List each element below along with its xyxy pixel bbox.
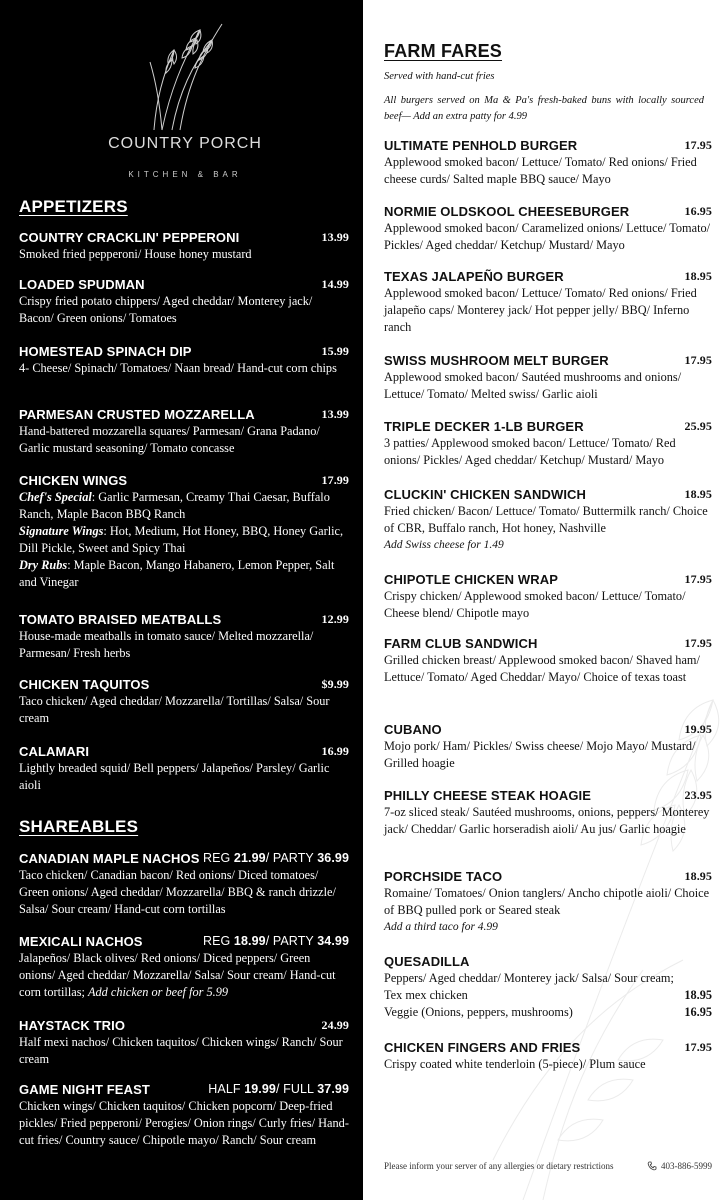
item-name: CHICKEN TAQUITOS [19,677,150,692]
item-name: LOADED SPUDMAN [19,277,145,292]
item-name: CLUCKIN' CHICKEN SANDWICH [384,487,587,502]
item-name: CANADIAN MAPLE NACHOS [19,851,200,866]
item-name: SWISS MUSHROOM MELT BURGER [384,353,609,368]
item-name: PARMESAN CRUSTED MOZZARELLA [19,407,255,422]
menu-item [384,721,712,772]
menu-item [384,352,712,403]
item-name: CHIPOTLE CHICKEN WRAP [384,572,558,587]
item-price: 25.95 [684,419,712,433]
section-title-farm-fares: FARM FARES [384,41,503,61]
menu-item [384,486,712,554]
item-price: 12.99 [321,612,349,626]
item-price: 17.99 [321,473,349,487]
item-description: Crispy coated white tenderloin (5-piece)/ Plum sauce [384,1057,646,1071]
item-addon-note: Add chicken or beef for 5.99 [87,985,228,999]
item-description: Peppers/ Aged cheddar/ Monterey jack/ Salsa/ Sour cream; [384,971,674,985]
item-name: NORMIE OLDSKOOL CHEESEBURGER [384,204,630,219]
item-price: 13.99 [321,230,349,244]
menu-item [384,137,712,188]
menu-item [384,635,712,686]
item-name: TOMATO BRAISED MEATBALLS [19,612,222,627]
phone-icon [647,1161,657,1171]
item-price: 18.95 [684,269,712,283]
wing-option-text: : Garlic Parmesan, Creamy Thai Caesar, Buffalo Ranch, Maple Bacon BBQ Ranch [19,490,330,521]
section-title-shareables: SHAREABLES [19,817,139,836]
item-name: CHICKEN WINGS [19,473,128,488]
item-price: 14.99 [321,277,349,291]
section-note: All burgers served on Ma & Pa's fresh-baked buns with locally sourced beef— Add an extra patty for 4.99 [384,95,704,122]
wing-option-label: Chef's Special [19,490,92,504]
menu-item [19,229,349,263]
menu-item [19,343,349,377]
allergy-notice: Please inform your server of any allergies or dietary restrictions [384,1161,614,1171]
menu-item [19,743,349,794]
item-name: CALAMARI [19,744,90,759]
phone-number: 403-886-5999 [661,1161,712,1171]
item-description: Chicken wings/ Chicken taquitos/ Chicken popcorn/ Deep-fried pickles/ Fried pepperoni/ Perogies/ Onion rings/ Curly fries/ Hand-cut fries/ Country sauce/ Chipotle mayo/ Ranch/ Sour cream [19,1099,349,1147]
item-description: Smoked fried pepperoni/ House honey mustard [19,247,252,261]
item-description: House-made meatballs in tomato sauce/ Melted mozzarella/ Parmesan/ Fresh herbs [19,629,314,660]
item-name: PORCHSIDE TACO [384,869,503,884]
item-price: 15.99 [321,344,349,358]
menu-item [19,850,349,918]
item-description: Half mexi nachos/ Chicken taquitos/ Chicken wings/ Ranch/ Sour cream [19,1035,343,1066]
item-price: 17.95 [684,353,712,367]
brand-subtitle: KITCHEN & BAR [128,170,242,179]
menu-item [19,933,349,1001]
item-description [19,523,349,557]
item-price: REG 21.99/ PARTY 36.99 [202,851,349,865]
item-price: 16.99 [321,744,349,758]
item-description: Fried chicken/ Bacon/ Lettuce/ Tomato/ Buttermilk ranch/ Choice of CBR, Buffalo ranch, Hot honey, Nashville [384,504,708,535]
item-description: Taco chicken/ Canadian bacon/ Red onions/ Diced tomatoes/ Green onions/ Aged cheddar/ Mozzarella/ BBQ & ranch drizzle/ Salsa/ Sour cream/ Hand-cut corn tortillas [19,868,336,916]
wing-option-text: : Maple Bacon, Mango Habanero, Lemon Pepper, Salt and Vinegar [19,558,335,589]
item-description: Crispy fried potato chippers/ Aged cheddar/ Monterey jack/ Bacon/ Green onions/ Tomatoes [19,294,313,325]
item-name: PHILLY CHEESE STEAK HOAGIE [384,788,592,803]
menu-item [384,787,712,838]
item-description: Taco chicken/ Aged cheddar/ Mozzarella/ Tortillas/ Salsa/ Sour cream [19,694,330,725]
wing-option-label: Signature Wings [19,524,104,538]
phone-contact [647,1161,712,1171]
item-price: HALF 19.99/ FULL 37.99 [208,1082,349,1096]
item-name: CHICKEN FINGERS AND FRIES [384,1040,581,1055]
item-name: GAME NIGHT FEAST [19,1082,150,1097]
item-option: Tex mex chicken 18.95 [384,988,712,1002]
item-price: 24.99 [321,1018,349,1032]
item-addon-note: Add a third taco for 4.99 [384,921,498,933]
menu-item [384,868,712,936]
section-title-appetizers: APPETIZERS [19,197,128,216]
item-description: Applewood smoked bacon/ Lettuce/ Tomato/ Red onions/ Fried jalapeño caps/ Monterey jack/ Hot pepper jelly/ BBQ/ Inferno ranch [384,286,697,334]
menu-item [19,611,349,662]
left-panel [0,0,363,1200]
right-panel [363,0,728,1200]
menu-item [19,472,349,591]
menu-item [19,676,349,727]
logo [100,22,270,187]
menu-item [19,406,349,457]
item-option: Veggie (Onions, peppers, mushrooms) 16.95 [384,1005,712,1019]
item-price: 17.95 [684,636,712,650]
item-price: 23.95 [684,788,712,802]
item-name: QUESADILLA [384,954,470,969]
menu-item [19,1081,349,1149]
item-price: 19.95 [684,722,712,736]
wing-option-label: Dry Rubs [19,558,68,572]
item-description: 3 patties/ Applewood smoked bacon/ Lettuce/ Tomato/ Red onions/ Pickles/ Aged cheddar/ Ketchup/ Mustard/ Mayo [384,436,676,467]
item-name: MEXICALI NACHOS [19,934,143,949]
item-price: 17.95 [684,138,712,152]
menu-item [19,276,349,327]
menu-item [384,1039,712,1073]
menu-item [384,268,712,336]
item-description [19,489,349,523]
item-name: COUNTRY CRACKLIN' PEPPERONI [19,230,240,245]
item-description: Jalapeños/ Black olives/ Red onions/ Diced peppers/ Green onions/ Aged cheddar/ Mozzarella/ Salsa/ Sour cream/ Hand-cut corn tortillas; Add chicken or beef for 5.99 [19,951,336,999]
item-description: Lightly breaded squid/ Bell peppers/ Jalapeños/ Parsley/ Garlic aioli [19,761,330,792]
item-price: 18.95 [684,487,712,501]
item-name: ULTIMATE PENHOLD BURGER [384,138,578,153]
wheat-logo-icon [142,22,232,132]
item-name: HOMESTEAD SPINACH DIP [19,344,192,359]
section-subtitle: Served with hand-cut fries [384,71,495,82]
menu-item [384,953,712,1021]
menu-item [384,571,712,622]
item-price: $9.99 [321,677,349,691]
item-price: 17.95 [684,572,712,586]
item-description: Applewood smoked bacon/ Caramelized onions/ Lettuce/ Tomato/ Pickles/ Aged cheddar/ Ketchup/ Mustard/ Mayo [384,221,711,252]
item-name: HAYSTACK TRIO [19,1018,126,1033]
menu-item [384,418,712,469]
brand-name: COUNTRY PORCH [108,135,262,152]
item-description: Hand-battered mozzarella squares/ Parmesan/ Grana Padano/ Garlic mustard seasoning/ Tomato concasse [19,424,320,455]
item-description: Grilled chicken breast/ Applewood smoked bacon/ Shaved ham/ Lettuce/ Tomato/ Aged Cheddar/ Mayo/ Choice of texas toast [384,653,700,684]
item-description: Applewood smoked bacon/ Sautéed mushrooms and onions/ Lettuce/ Tomato/ Melted swiss/ Garlic aioli [384,370,682,401]
item-price: 17.95 [684,1040,712,1054]
item-name: FARM CLUB SANDWICH [384,636,538,651]
item-description: Crispy chicken/ Applewood smoked bacon/ Lettuce/ Tomato/ Cheese blend/ Chipotle mayo [384,589,686,620]
item-name: TEXAS JALAPEÑO BURGER [384,269,564,284]
item-description: Romaine/ Tomatoes/ Onion tanglers/ Ancho chipotle aioli/ Choice of BBQ pulled pork or Seared steak [384,886,710,917]
item-description: 7-oz sliced steak/ Sautéed mushrooms, onions, peppers/ Monterey jack/ Cheddar/ Garlic horseradish aioli/ Au jus/ Garlic hoagie [384,805,710,836]
menu-item [19,1017,349,1068]
item-price: 16.95 [684,204,712,218]
item-description: Applewood smoked bacon/ Lettuce/ Tomato/ Red onions/ Fried cheese curds/ Salted maple BBQ sauce/ Mayo [384,155,697,186]
item-price: 18.95 [684,869,712,883]
footer [384,1161,712,1171]
wing-option-text: : Hot, Medium, Hot Honey, BBQ, Honey Garlic, Dill Pickle, Sweet and Spicy Thai [19,524,344,555]
item-description: 4- Cheese/ Spinach/ Tomatoes/ Naan bread/ Hand-cut corn chips [19,361,337,375]
item-description: Mojo pork/ Ham/ Pickles/ Swiss cheese/ Mojo Mayo/ Mustard/ Grilled hoagie [384,739,696,770]
item-name: CUBANO [384,722,442,737]
menu-item [384,203,712,254]
item-name: TRIPLE DECKER 1-LB BURGER [384,419,584,434]
item-price: REG 18.99/ PARTY 34.99 [202,934,349,948]
item-addon-note: Add Swiss cheese for 1.49 [384,539,504,551]
item-price: 13.99 [321,407,349,421]
item-description [19,557,349,591]
